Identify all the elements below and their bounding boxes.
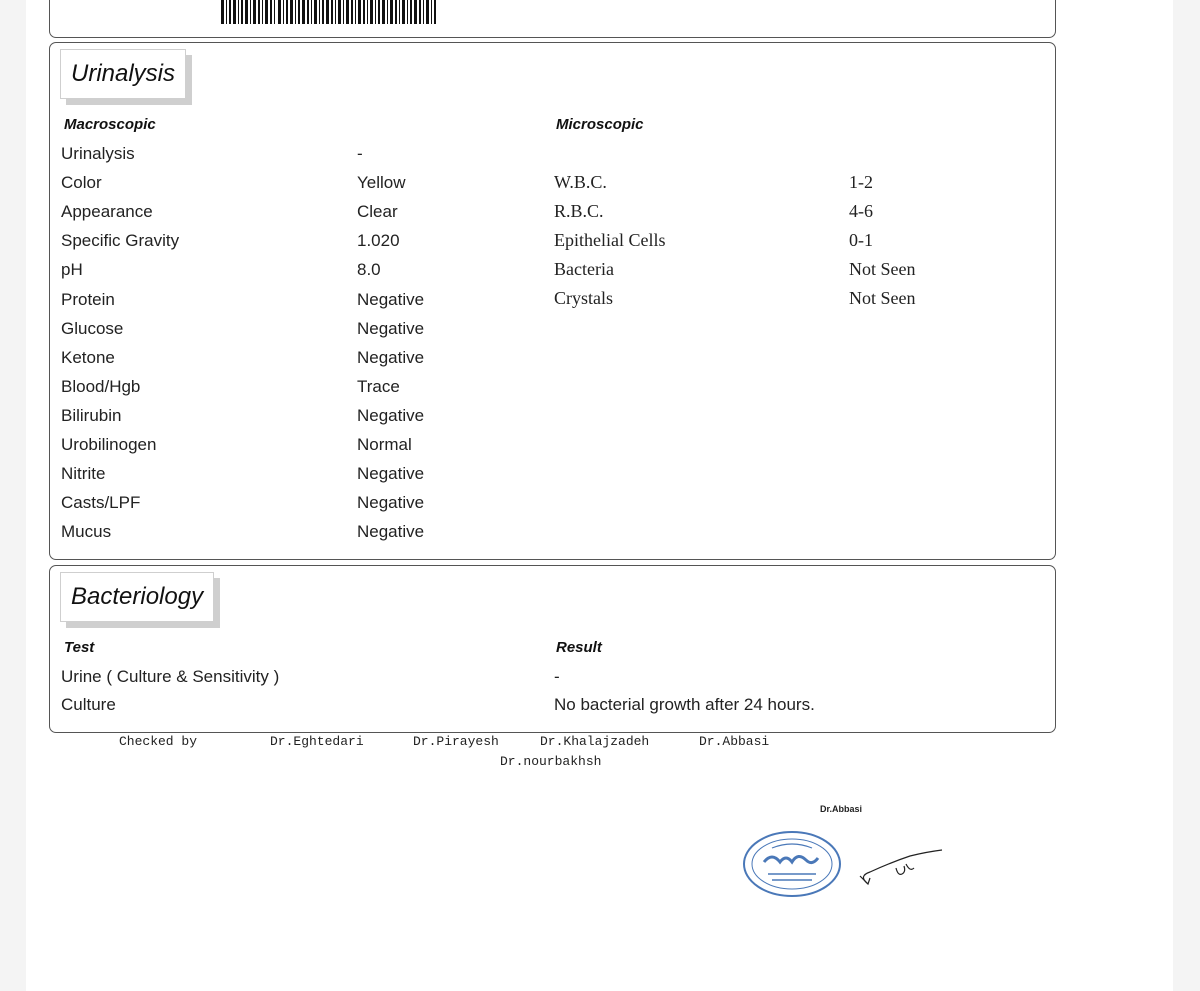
macroscopic-test-result: Normal <box>357 435 412 454</box>
microscopic-test-name: R.B.C. <box>554 201 604 222</box>
macroscopic-test-result: Negative <box>357 464 425 484</box>
macroscopic-test-name: Protein <box>61 289 115 309</box>
test-header: Test <box>64 639 95 656</box>
bacteriology-test-name: Culture <box>61 695 116 714</box>
macroscopic-test-result: Negative <box>357 522 425 542</box>
macroscopic-test-result: Yellow <box>357 173 406 193</box>
microscopic-test-name: Bacteria <box>554 259 614 280</box>
bacteriology-title: Bacteriology <box>60 572 214 622</box>
microscopic-header: Microscopic <box>556 116 644 133</box>
microscopic-test-result: 1-2 <box>849 172 873 192</box>
bacteriology-test-name: Urine ( Culture & Sensitivity ) <box>61 667 280 686</box>
macroscopic-test-name: Specific Gravity <box>61 231 180 251</box>
macroscopic-test-result: Negative <box>357 405 425 425</box>
macroscopic-test-name: Nitrite <box>61 464 106 484</box>
result-header: Result <box>556 639 602 656</box>
doctor-name: Dr.Abbasi <box>699 734 770 749</box>
microscopic-test-result: Not Seen <box>849 288 916 309</box>
bacteriology-section <box>49 565 1056 733</box>
urinalysis-section <box>49 42 1056 560</box>
lab-stamp-seal <box>742 830 842 898</box>
macroscopic-test-name: Ketone <box>61 347 115 367</box>
microscopic-test-result: 4-6 <box>849 201 873 222</box>
macroscopic-test-name: Glucose <box>61 318 124 338</box>
microscopic-test-name: Epithelial Cells <box>554 230 666 251</box>
macroscopic-test-name: Casts/LPF <box>61 493 141 513</box>
doctor-name: Dr.Khalajzadeh <box>540 734 650 749</box>
macroscopic-test-result: Clear <box>357 202 398 222</box>
signature-doctor-name: Dr.Abbasi <box>820 804 863 814</box>
macroscopic-test-name: Urobilinogen <box>61 435 157 454</box>
checked-by-label: Checked by <box>119 734 198 749</box>
macroscopic-test-name: Mucus <box>61 522 112 542</box>
barcode-image <box>221 0 436 24</box>
checked-by-line <box>0 734 1200 774</box>
macroscopic-test-name: pH <box>61 260 83 280</box>
microscopic-test-name: Crystals <box>554 288 614 309</box>
macroscopic-test-name: Blood/Hgb <box>61 376 141 396</box>
macroscopic-test-result: - <box>357 144 363 163</box>
urinalysis-title: Urinalysis <box>60 49 186 99</box>
macroscopic-test-result: 1.020 <box>357 231 400 251</box>
doctor-signature <box>856 846 946 890</box>
macroscopic-test-name: Bilirubin <box>61 405 122 425</box>
macroscopic-test-result: 8.0 <box>357 260 381 280</box>
macroscopic-test-name: Appearance <box>61 202 153 222</box>
microscopic-test-name: W.B.C. <box>554 172 607 192</box>
macroscopic-test-result: Trace <box>357 376 400 396</box>
bacteriology-test-result: No bacterial growth after 24 hours. <box>554 695 815 714</box>
macroscopic-test-result: Negative <box>357 318 425 338</box>
macroscopic-test-name: Urinalysis <box>61 144 135 163</box>
bacteriology-test-result: - <box>554 667 560 686</box>
macroscopic-test-result: Negative <box>357 289 425 309</box>
macroscopic-header: Macroscopic <box>64 116 156 133</box>
macroscopic-test-result: Negative <box>357 493 425 513</box>
macroscopic-test-result: Negative <box>357 347 425 367</box>
doctor-name: Dr.nourbakhsh <box>500 754 602 769</box>
doctor-name: Dr.Eghtedari <box>270 734 364 749</box>
doctor-name: Dr.Pirayesh <box>413 734 499 749</box>
microscopic-test-result: Not Seen <box>849 259 916 280</box>
microscopic-test-result: 0-1 <box>849 230 873 251</box>
macroscopic-test-name: Color <box>61 173 102 193</box>
patient-info-box <box>49 0 1056 38</box>
